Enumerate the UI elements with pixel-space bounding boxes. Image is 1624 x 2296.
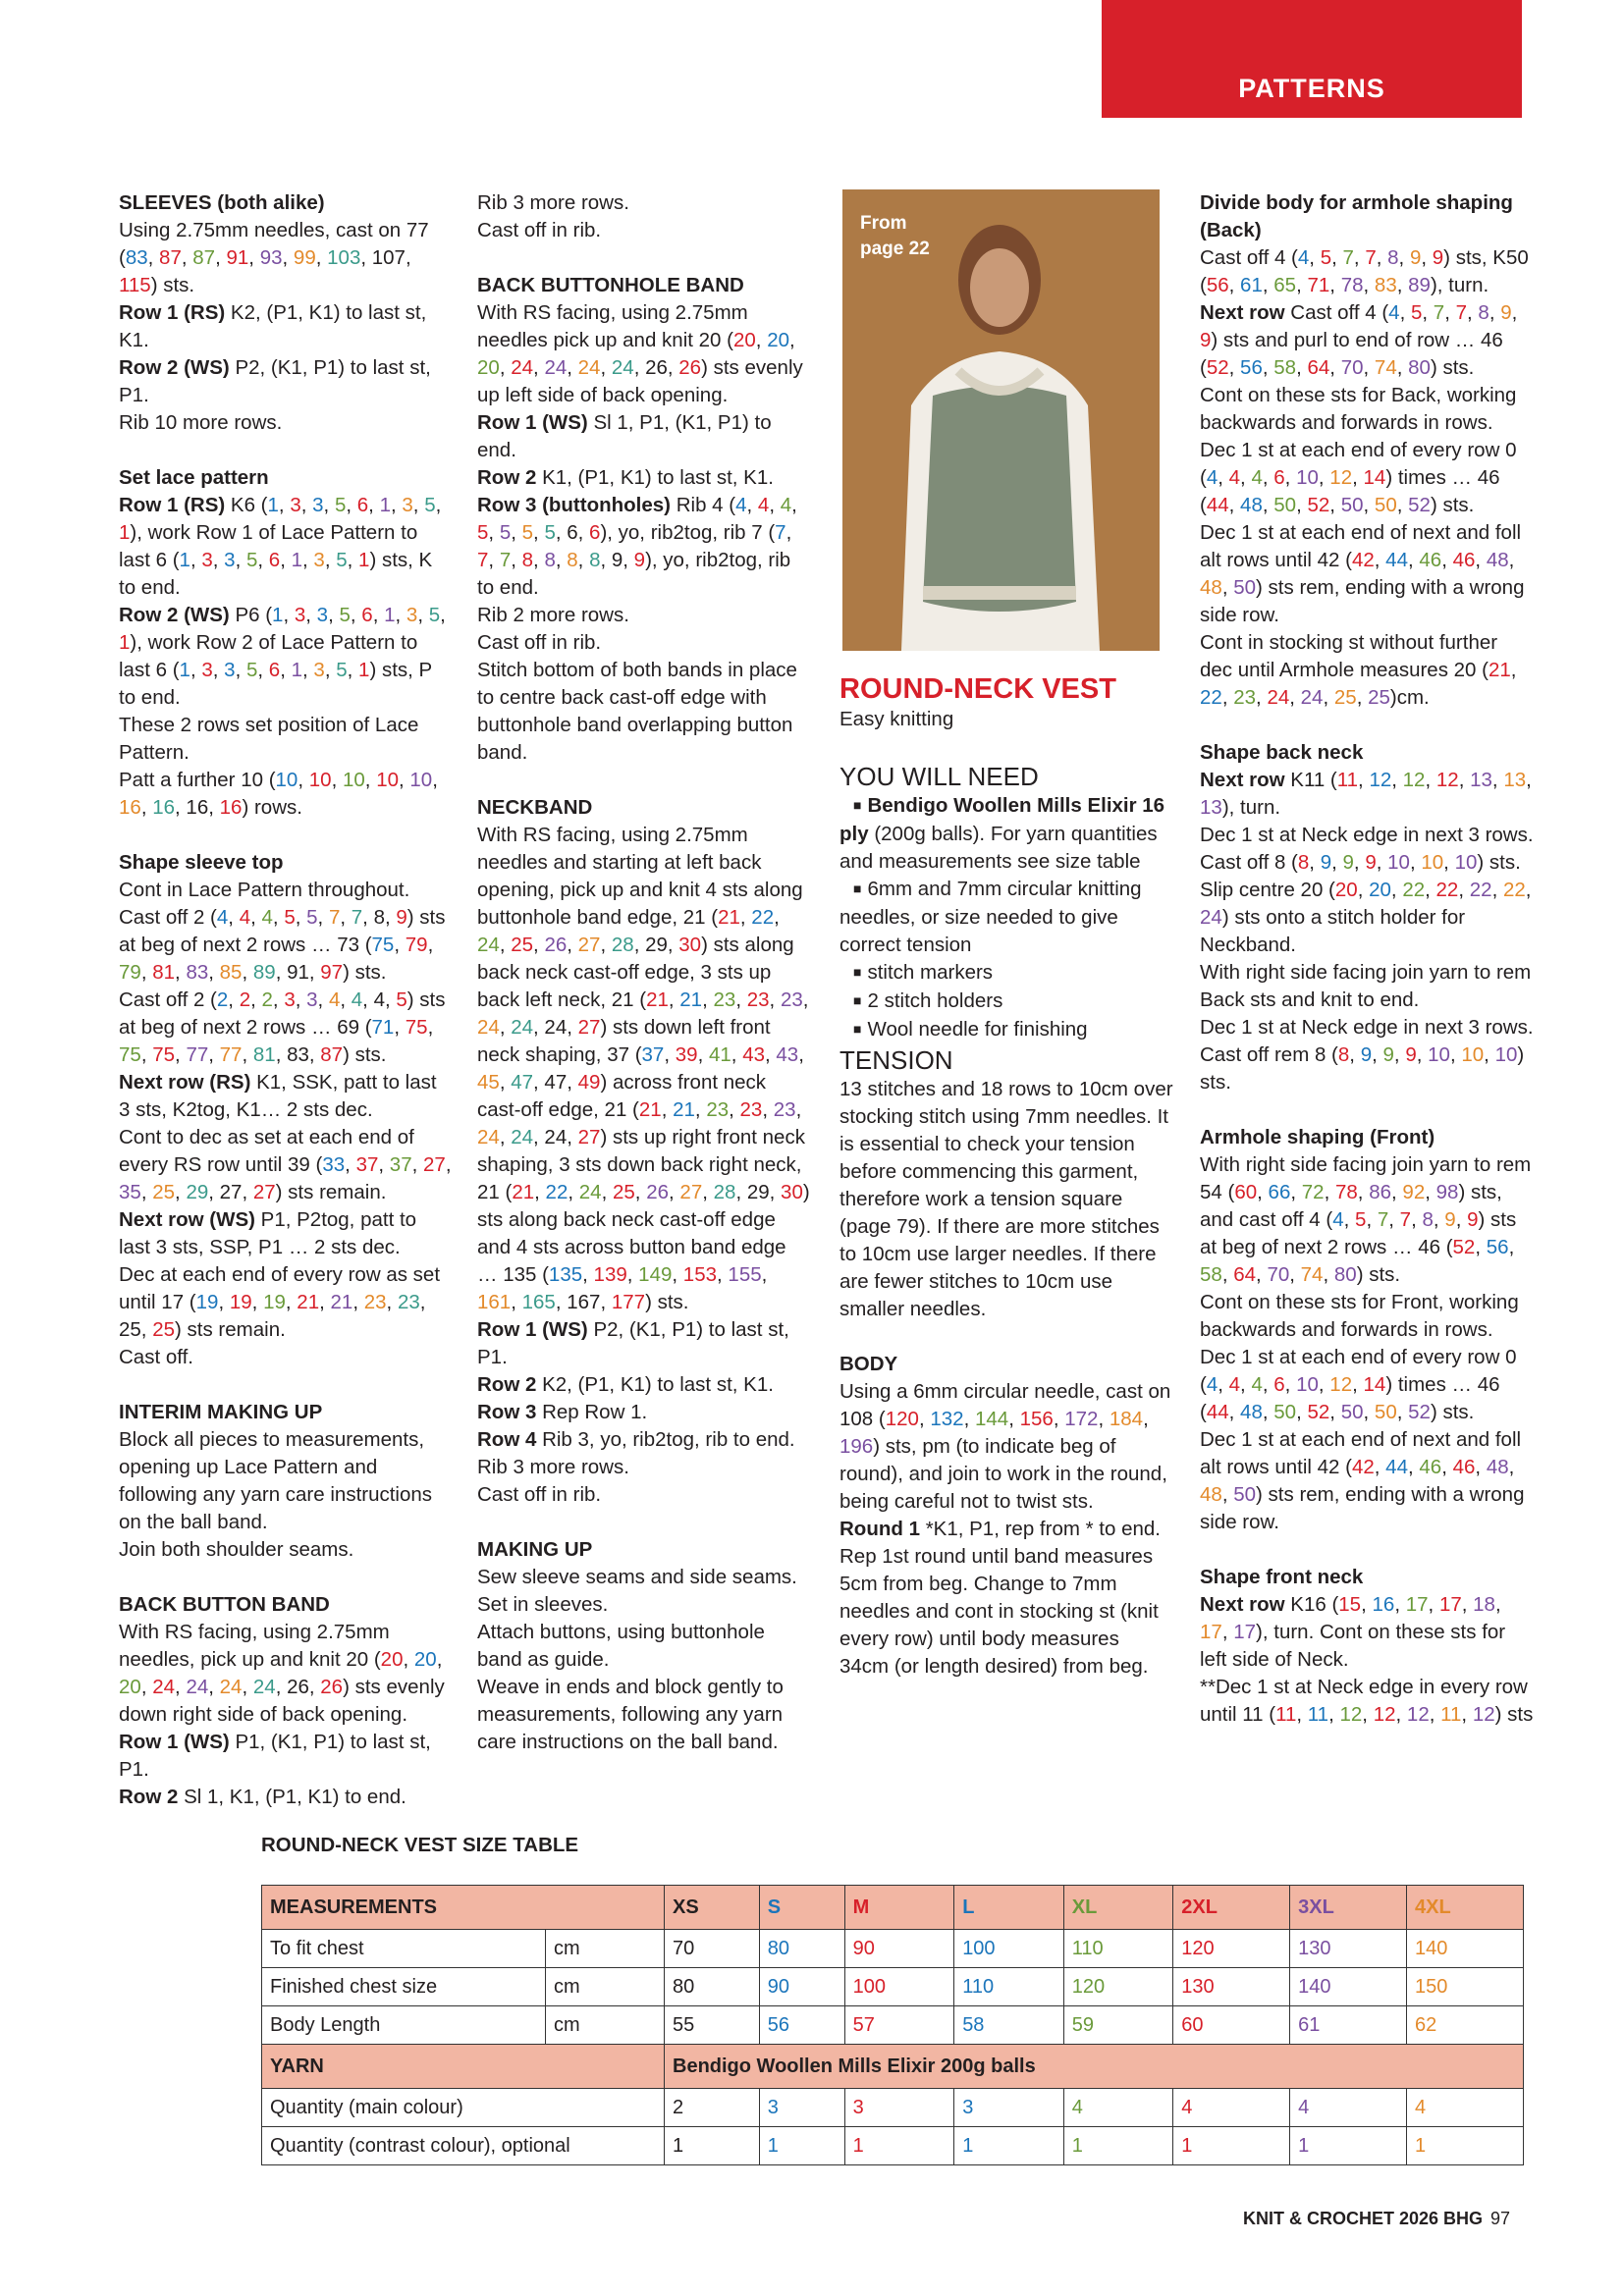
table-cell: 140: [1290, 1968, 1407, 2006]
pattern-paragraph: Set in sleeves.: [477, 1593, 609, 1616]
pattern-paragraph: Cont on these sts for Back, working backwards and forwards in rows.: [1200, 384, 1517, 434]
table-cell: 56: [759, 2006, 844, 2045]
table-cell: 70: [665, 1930, 760, 1968]
pattern-paragraph: **Dec 1 st at Neck edge in every row until 11 (11, 11, 12, 12, 12, 11, 12) sts: [1200, 1676, 1534, 1726]
table-cell: cm: [546, 1930, 665, 1968]
table-cell: 2: [665, 2089, 760, 2127]
pattern-paragraph: ■ Wool needle for finishing: [839, 1016, 1173, 1044]
paragraph-gap: [119, 822, 453, 849]
pattern-paragraph: Round 1 *K1, P1, rep from * to end.: [839, 1518, 1161, 1540]
table-cell: 80: [665, 1968, 760, 2006]
table-cell: 90: [759, 1968, 844, 2006]
table-row: [262, 2045, 1524, 2089]
table-cell: 57: [844, 2006, 954, 2045]
table-cell: L: [954, 1886, 1064, 1930]
table-cell: 4: [1173, 2089, 1290, 2127]
pattern-paragraph: 13 stitches and 18 rows to 10cm over stocking stitch using 7mm needles. It is essential to check your tension before commencing this garment, therefore work a tension square (page 79). If there are more stitches to 10cm use larger needles. If there are fewer stitches to 10cm use smaller needles.: [839, 1078, 1173, 1320]
pattern-paragraph: Cast off 2 (4, 4, 4, 5, 5, 7, 7, 8, 9) sts at beg of next 2 rows … 73 (75, 79, 79, 81, 83, 85, 89, 91, 97) sts.: [119, 906, 446, 984]
pattern-paragraph: Using 2.75mm needles, cast on 77 (83, 87, 87, 91, 93, 99, 103, 107, 115) sts.: [119, 219, 429, 296]
table-cell: 4XL: [1407, 1886, 1524, 1930]
table-cell: 80: [759, 1930, 844, 1968]
section-tab: PATTERNS: [1102, 0, 1522, 118]
pattern-paragraph: Using a 6mm circular needle, cast on 108 (120, 132, 144, 156, 172, 184, 196) sts, pm (to indicate beg of round), and join to work in the round, being careful not to twist sts.: [839, 1380, 1171, 1513]
pattern-paragraph: BODY: [839, 1353, 898, 1375]
pattern-paragraph: BACK BUTTON BAND: [119, 1593, 330, 1616]
pattern-paragraph: SLEEVES (both alike): [119, 191, 325, 214]
pattern-paragraph: Row 4 Rib 3, yo, rib2tog, rib to end.: [477, 1428, 795, 1451]
table-row: [262, 1930, 1524, 1968]
pattern-paragraph: Slip centre 20 (20, 20, 22, 22, 22, 22, 24) sts onto a stitch holder for Neckband.: [1200, 879, 1532, 956]
pattern-paragraph: Divide body for armhole shaping (Back): [1200, 191, 1513, 241]
pattern-paragraph: Row 1 (WS) Sl 1, P1, (K1, P1) to end.: [477, 411, 772, 461]
pattern-paragraph: Cast off 2 (2, 2, 2, 3, 3, 4, 4, 4, 5) sts at beg of next 2 rows … 69 (71, 75, 75, 75, 77, 77, 81, 83, 87) sts.: [119, 988, 446, 1066]
column-1: [119, 189, 453, 1811]
pattern-paragraph: Next row (RS) K1, SSK, patt to last 3 sts, K2tog, K1… 2 sts dec.: [119, 1071, 437, 1121]
pattern-paragraph: ■ 2 stitch holders: [839, 988, 1173, 1016]
table-cell: 140: [1407, 1930, 1524, 1968]
pattern-paragraph: Dec 1 st at each end of next and foll alt rows until 42 (42, 44, 46, 46, 48, 48, 50) sts rem, ending with a wrong side row.: [1200, 521, 1525, 626]
table-cell: Body Length: [262, 2006, 546, 2045]
table-cell: 4: [1063, 2089, 1173, 2127]
pattern-paragraph: Dec 1 st at Neck edge in next 3 rows.: [1200, 824, 1534, 846]
pattern-paragraph: Next row Cast off 4 (4, 5, 7, 7, 8, 9, 9) sts and purl to end of row … 46 (52, 56, 58, 64, 70, 74, 80) sts.: [1200, 301, 1518, 379]
table-cell: XS: [665, 1886, 760, 1930]
paragraph-gap: [477, 1509, 811, 1536]
paragraph-gap: [1200, 1536, 1534, 1564]
pattern-paragraph: Cast off in rib.: [477, 1483, 602, 1506]
pattern-paragraph: Row 3 (buttonholes) Rib 4 (4, 4, 4, 5, 5, 5, 5, 6, 6), yo, rib2tog, rib 7 (7, 7, 7, 8, 8, 8, 8, 9, 9), yo, rib2tog, rib to end.: [477, 494, 797, 599]
pattern-paragraph: Dec 1 st at each end of every row 0 (4, 4, 4, 6, 10, 12, 14) times … 46 (44, 48, 50, 52, 50, 50, 52) sts.: [1200, 1346, 1517, 1423]
pattern-paragraph: Shape front neck: [1200, 1566, 1364, 1588]
table-cell: S: [759, 1886, 844, 1930]
table-row: [262, 1886, 1524, 1930]
paragraph-gap: [477, 767, 811, 794]
pattern-paragraph: Cast off 4 (4, 5, 7, 7, 8, 9, 9) sts, K50 (56, 61, 65, 71, 78, 83, 89), turn.: [1200, 246, 1529, 296]
pattern-paragraph: With RS facing, using 2.75mm needles pick up and knit 20 (20, 20, 20, 24, 24, 24, 24, 26, 26) sts evenly up left side of back opening.: [477, 301, 803, 406]
pattern-paragraph: Cast off in rib.: [477, 219, 602, 241]
table-cell: Quantity (contrast colour), optional: [262, 2127, 665, 2165]
pattern-paragraph: Patt a further 10 (10, 10, 10, 10, 10, 16, 16, 16, 16) rows.: [119, 769, 438, 819]
pattern-paragraph: ■ Bendigo Woollen Mills Elixir 16 ply (200g balls). For yarn quantities and measurements see size table: [839, 792, 1173, 876]
pattern-paragraph: Row 1 (WS) P1, (K1, P1) to last st, P1.: [119, 1731, 431, 1781]
pattern-paragraph: Row 2 (WS) P6 (1, 3, 3, 5, 6, 1, 3, 5, 1), work Row 2 of Lace Pattern to last 6 (1, 3, 3, 5, 6, 1, 3, 5, 1) sts, P to end.: [119, 604, 446, 709]
pattern-paragraph: Cast off in rib.: [477, 631, 602, 654]
paragraph-gap: [477, 244, 811, 272]
pattern-paragraph: Row 1 (WS) P2, (K1, P1) to last st, P1.: [477, 1318, 789, 1368]
table-cell: 1: [1173, 2127, 1290, 2165]
table-cell: 1: [1063, 2127, 1173, 2165]
table-cell: Finished chest size: [262, 1968, 546, 2006]
pattern-paragraph: Cont in Lace Pattern throughout.: [119, 879, 410, 901]
pattern-paragraph: Dec 1 st at each end of every row 0 (4, 4, 4, 6, 10, 12, 14) times … 46 (44, 48, 50, 52, 50, 50, 52) sts.: [1200, 439, 1517, 516]
table-cell: 100: [954, 1930, 1064, 1968]
table-cell: 4: [1407, 2089, 1524, 2127]
pattern-paragraph: Row 1 (RS) K2, (P1, K1) to last st, K1.: [119, 301, 427, 351]
pattern-subtitle: Easy knitting: [839, 708, 954, 730]
pattern-paragraph: ■ stitch markers: [839, 959, 1173, 988]
table-row: [262, 2089, 1524, 2127]
pattern-paragraph: Dec 1 st at Neck edge in next 3 rows.: [1200, 1016, 1534, 1039]
table-cell: 1: [954, 2127, 1064, 2165]
paragraph-gap: [839, 1323, 1173, 1351]
pattern-paragraph: Cont to dec as set at each end of every RS row until 39 (33, 37, 37, 27, 35, 25, 29, 27, 27) sts remain.: [119, 1126, 452, 1203]
table-cell: YARN: [262, 2045, 665, 2089]
table-cell: 3: [954, 2089, 1064, 2127]
pattern-paragraph: With right side facing join yarn to rem Back sts and knit to end.: [1200, 961, 1532, 1011]
pattern-paragraph: MAKING UP: [477, 1538, 593, 1561]
pattern-paragraph: With RS facing, using 2.75mm needles, pick up and knit 20 (20, 20, 20, 24, 24, 24, 24, 26, 26) sts evenly down right side of back opening.: [119, 1621, 445, 1726]
pattern-paragraph: Rep 1st round until band measures 5cm from beg. Change to 7mm needles and cont in stocking st (knit every row) until body measures 34cm (or length desired) from beg.: [839, 1545, 1159, 1678]
table-cell: 120: [1063, 1968, 1173, 2006]
pattern-paragraph: Set lace pattern: [119, 466, 269, 489]
pattern-paragraph: Rib 10 more rows.: [119, 411, 283, 434]
paragraph-gap: [1200, 1096, 1534, 1124]
table-cell: 1: [759, 2127, 844, 2165]
table-row: [262, 2006, 1524, 2045]
pattern-paragraph: Row 2 K1, (P1, K1) to last st, K1.: [477, 466, 774, 489]
pattern-paragraph: Cast off.: [119, 1346, 193, 1368]
pattern-paragraph: Next row (WS) P1, P2tog, patt to last 3 sts, SSP, P1 … 2 sts dec.: [119, 1208, 417, 1258]
table-cell: 130: [1290, 1930, 1407, 1968]
pattern-paragraph: With RS facing, using 2.75mm needles and starting at left back opening, pick up and knit 4 sts along buttonhole band edge, 21 (21, 22, 24, 25, 26, 27, 28, 29, 30) sts along back neck cast-off edge, 3 sts up back left neck, 21 (21, 21, 23, 23, 23, 24, 24, 24, 27) sts down left front neck shaping, 37 (37, 39, 41, 43, 43, 45, 47, 47, 49) across front neck cast-off edge, 21 (21, 21, 23, 23, 23, 24, 24, 24, 27) sts up right front neck shaping, 3 sts down back right neck, 21 (21, 22, 24, 25, 26, 27, 28, 29, 30) sts along back neck cast-off edge and 4 sts across button band edge … 135 (135, 139, 149, 153, 155, 161, 165, 167, 177) sts.: [477, 824, 810, 1313]
pattern-paragraph: Shape back neck: [1200, 741, 1364, 764]
column-2: [477, 189, 811, 1756]
table-cell: 110: [1063, 1930, 1173, 1968]
pattern-paragraph: Cont on these sts for Front, working backwards and forwards in rows.: [1200, 1291, 1519, 1341]
pattern-paragraph: Join both shoulder seams.: [119, 1538, 354, 1561]
pattern-paragraph: Row 2 Sl 1, K1, (P1, K1) to end.: [119, 1786, 406, 1808]
table-cell: 4: [1290, 2089, 1407, 2127]
photo-caption: From page 22: [860, 213, 930, 259]
pattern-paragraph: Sew sleeve seams and side seams.: [477, 1566, 797, 1588]
pattern-paragraph: BACK BUTTONHOLE BAND: [477, 274, 744, 296]
pattern-paragraph: Cast off rem 8 (8, 9, 9, 9, 10, 10, 10) sts.: [1200, 1043, 1525, 1094]
size-table-title: ROUND-NECK VEST SIZE TABLE: [261, 1834, 579, 1856]
pattern-paragraph: INTERIM MAKING UP: [119, 1401, 323, 1423]
table-cell: 2XL: [1173, 1886, 1290, 1930]
table-cell: XL: [1063, 1886, 1173, 1930]
paragraph-gap: [119, 437, 453, 464]
table-cell: 60: [1173, 2006, 1290, 2045]
pattern-paragraph: Row 2 K2, (P1, K1) to last st, K1.: [477, 1373, 774, 1396]
size-table: [261, 1885, 1524, 2165]
pattern-paragraph: Shape sleeve top: [119, 851, 284, 874]
table-cell: M: [844, 1886, 954, 1930]
pattern-paragraph: Dec 1 st at each end of next and foll alt rows until 42 (42, 44, 46, 46, 48, 48, 50) sts rem, ending with a wrong side row.: [1200, 1428, 1525, 1533]
table-cell: 3XL: [1290, 1886, 1407, 1930]
pattern-paragraph: Rib 3 more rows.: [477, 1456, 629, 1478]
table-cell: 3: [844, 2089, 954, 2127]
pattern-paragraph: Cast off 8 (8, 9, 9, 9, 10, 10, 10) sts.: [1200, 851, 1521, 874]
table-cell: To fit chest: [262, 1930, 546, 1968]
table-cell: 1: [1290, 2127, 1407, 2165]
pattern-paragraph: Next row K11 (11, 12, 12, 12, 13, 13, 13), turn.: [1200, 769, 1532, 819]
pattern-paragraph: Cont in stocking st without further dec until Armhole measures 20 (21, 22, 23, 24, 24, 25, 25)cm.: [1200, 631, 1517, 709]
table-cell: 1: [1407, 2127, 1524, 2165]
table-cell: 150: [1407, 1968, 1524, 2006]
table-cell: 58: [954, 2006, 1064, 2045]
table-cell: 61: [1290, 2006, 1407, 2045]
pattern-paragraph: ■ 6mm and 7mm circular knitting needles, or size needed to give correct tension: [839, 876, 1173, 959]
table-row: [262, 2127, 1524, 2165]
table-cell: 59: [1063, 2006, 1173, 2045]
table-cell: 90: [844, 1930, 954, 1968]
pattern-paragraph: YOU WILL NEED: [839, 762, 1039, 791]
table-cell: 1: [844, 2127, 954, 2165]
pattern-paragraph: These 2 rows set position of Lace Pattern.: [119, 714, 419, 764]
table-cell: cm: [546, 2006, 665, 2045]
page-footer: KNIT & CROCHET 2026 BHG 97: [1243, 2209, 1511, 2228]
column-3: [839, 672, 1173, 1681]
pattern-paragraph: Next row K16 (15, 16, 17, 17, 18, 17, 17), turn. Cont on these sts for left side of Neck.: [1200, 1593, 1506, 1671]
column-4: [1200, 189, 1534, 1729]
paragraph-gap: [119, 1564, 453, 1591]
table-cell: 3: [759, 2089, 844, 2127]
vest-photo: [842, 189, 1160, 651]
pattern-paragraph: NECKBAND: [477, 796, 593, 819]
table-cell: 110: [954, 1968, 1064, 2006]
pattern-paragraph: Dec at each end of every row as set until 17 (19, 19, 19, 21, 21, 23, 23, 25, 25) sts remain.: [119, 1263, 441, 1341]
pattern-paragraph: TENSION: [839, 1045, 953, 1075]
table-cell: 55: [665, 2006, 760, 2045]
pattern-paragraph: Armhole shaping (Front): [1200, 1126, 1435, 1148]
pattern-paragraph: Rib 3 more rows.: [477, 191, 629, 214]
pattern-paragraph: With right side facing join yarn to rem 54 (60, 66, 72, 78, 86, 92, 98) sts, and cast off 4 (4, 5, 7, 7, 8, 9, 9) sts at beg of next 2 rows … 46 (52, 56, 58, 64, 70, 74, 80) sts.: [1200, 1153, 1532, 1286]
pattern-paragraph: Weave in ends and block gently to measurements, following any yarn care instructions on the ball band.: [477, 1676, 784, 1753]
pattern-paragraph: Row 3 Rep Row 1.: [477, 1401, 648, 1423]
table-cell: 120: [1173, 1930, 1290, 1968]
pattern-paragraph: Row 2 (WS) P2, (K1, P1) to last st, P1.: [119, 356, 431, 406]
table-cell: 62: [1407, 2006, 1524, 2045]
table-cell: MEASUREMENTS: [262, 1886, 665, 1930]
table-cell: Bendigo Woollen Mills Elixir 200g balls: [665, 2045, 1524, 2089]
pattern-title: ROUND-NECK VEST: [839, 673, 1116, 705]
paragraph-gap: [119, 1371, 453, 1399]
paragraph-gap: [1200, 712, 1534, 739]
table-cell: 130: [1173, 1968, 1290, 2006]
table-cell: 1: [665, 2127, 760, 2165]
pattern-paragraph: Stitch bottom of both bands in place to centre back cast-off edge with buttonhole band overlapping button band.: [477, 659, 797, 764]
table-cell: 100: [844, 1968, 954, 2006]
pattern-paragraph: Rib 2 more rows.: [477, 604, 629, 626]
pattern-paragraph: Attach buttons, using buttonhole band as guide.: [477, 1621, 765, 1671]
pattern-paragraph: Block all pieces to measurements, opening up Lace Pattern and following any yarn care instructions on the ball band.: [119, 1428, 433, 1533]
table-row: [262, 1968, 1524, 2006]
table-cell: cm: [546, 1968, 665, 2006]
table-cell: Quantity (main colour): [262, 2089, 665, 2127]
pattern-paragraph: Row 1 (RS) K6 (1, 3, 3, 5, 6, 1, 3, 5, 1), work Row 1 of Lace Pattern to last 6 (1, 3, 3, 5, 6, 1, 3, 5, 1) sts, K to end.: [119, 494, 442, 599]
